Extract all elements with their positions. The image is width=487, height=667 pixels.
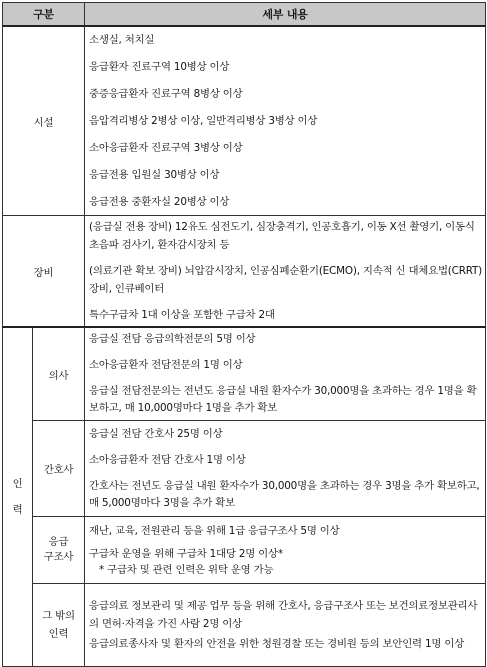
- table-row-doctor: [3, 327, 486, 421]
- facility-details: [85, 26, 486, 216]
- list-item: 간호사는 전년도 응급실 내원 환자수가 30,000명을 초과하는 경우 3명을 추가 확보하고, 매 5,000명마다 3명을 추가 확보: [89, 479, 480, 509]
- list-item: 소아응급환자 전담전문의 1명 이상: [89, 359, 243, 371]
- header-category: 구분: [3, 3, 85, 27]
- list-item: 특수구급차 1대 이상을 포함한 구급차 2대: [89, 309, 275, 321]
- table-header-row: [3, 3, 486, 27]
- equipment-details: [85, 216, 486, 328]
- other-personnel-label-line-1: 그 밖의: [42, 610, 75, 622]
- other-personnel-label: [33, 584, 85, 667]
- header-details: 세부 내용: [85, 3, 486, 27]
- table-row-other-personnel: [3, 584, 486, 667]
- list-item: 응급실 전담전문의는 전년도 응급실 내원 환자수가 30,000명을 초과하는 경우 1명을 확보하고, 매 10,000명마다 1명을 추가 확보: [89, 385, 477, 414]
- requirements-table-container: [2, 2, 485, 667]
- list-item: 음압격리병상 2병상 이상, 일반격리병상 3병상 이상: [89, 115, 318, 127]
- facility-label: 시설: [3, 26, 85, 216]
- footnote: * 구급차 및 관련 인력은 위탁 운영 가능: [99, 563, 274, 576]
- nurse-label: 간호사: [33, 421, 85, 517]
- emt-details: [85, 517, 486, 584]
- emergency-center-requirements-table: [2, 2, 486, 667]
- table-row-emt: [3, 517, 486, 584]
- list-item: 응급의료 정보관리 및 제공 업무 등을 위해 간호사, 응급구조사 또는 보건의료정보관리사의 면허·자격을 가진 사람 2명 이상: [89, 600, 478, 630]
- list-item: 응급실 전담 응급의학전문의 5명 이상: [89, 333, 256, 345]
- doctor-details: [85, 327, 486, 421]
- other-personnel-details: [85, 584, 486, 667]
- list-item: 응급전용 입원실 30병상 이상: [89, 169, 220, 181]
- list-item: 응급실 전담 간호사 25명 이상: [89, 427, 223, 440]
- list-item: (응급실 전용 장비) 12유도 심전도기, 심장충격기, 인공호흡기, 이동 X선 촬영기, 이동식 초음파 검사기, 환자감시장치 등: [89, 221, 475, 251]
- emt-label-line-1: 응급: [48, 536, 69, 548]
- equipment-label: 장비: [3, 216, 85, 328]
- doctor-label: 의사: [33, 327, 85, 421]
- table-row-equipment: [3, 216, 486, 328]
- list-item: 재난, 교육, 전원관리 등을 위해 1급 응급구조사 5명 이상: [89, 524, 340, 537]
- personnel-label-char-1: 인: [12, 478, 23, 490]
- list-item: 응급의료종사자 및 환자의 안전을 위한 청원경찰 또는 경비원 등의 보안인력 1명 이상: [89, 638, 465, 650]
- table-row-nurse: [3, 421, 486, 517]
- list-item: 소아응급환자 진료구역 3병상 이상: [89, 142, 243, 154]
- personnel-label-char-2: 력: [12, 504, 23, 516]
- list-item: 중증응급환자 진료구역 8병상 이상: [89, 88, 243, 100]
- other-personnel-label-line-2: 인력: [48, 628, 69, 640]
- emt-label: [33, 517, 85, 584]
- nurse-details: [85, 421, 486, 517]
- list-item: 구급차 운영을 위해 구급차 1대당 2명 이상*: [89, 547, 283, 560]
- list-item: (의료기관 확보 장비) 뇌압감시장치, 인공심폐순환기(ECMO), 지속적 신 대체요법(CRRT) 장비, 인큐베이터: [89, 265, 482, 295]
- table-row-facility: [3, 26, 486, 216]
- emt-label-line-2: 구조사: [43, 551, 74, 563]
- list-item: 소생실, 처치실: [89, 34, 155, 46]
- list-item: 소아응급환자 전담 간호사 1명 이상: [89, 453, 246, 466]
- list-item: 응급환자 진료구역 10병상 이상: [89, 61, 230, 73]
- list-item: 응급전용 중환자실 20병상 이상: [89, 196, 230, 208]
- personnel-label: [3, 327, 33, 667]
